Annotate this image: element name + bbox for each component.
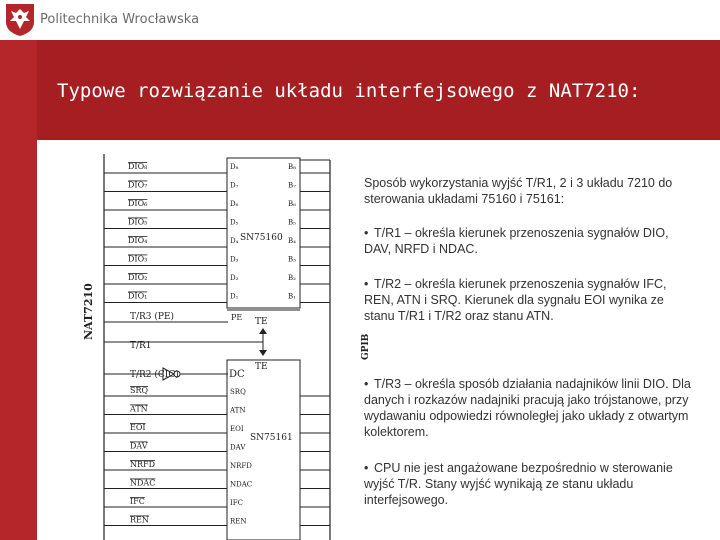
intro-text (364, 175, 694, 207)
bullet-symbol: • (364, 461, 369, 475)
ic1-b-pin: B₇ (288, 181, 296, 190)
bullet-symbol: • (364, 226, 369, 240)
signal-label: SRQ (130, 386, 149, 395)
ic1-d-pin: D₇ (230, 181, 239, 190)
bullet-symbol: • (364, 277, 369, 291)
ic1-name: SN75160 (240, 233, 283, 243)
ic2-pin: SRQ (230, 388, 246, 396)
bullet-symbol: • (364, 377, 369, 391)
signal-label: DAV (130, 441, 148, 451)
gpib-label: GPIB (361, 333, 371, 360)
tr1-label: T/R1 (130, 341, 152, 351)
ic1-b-pin: B₈ (288, 163, 296, 171)
dio-label: DIO₃ (128, 254, 148, 264)
ic2-pin: IFC (230, 499, 243, 507)
signal-label: ATN (130, 404, 148, 414)
university-name: Politechnika Wrocławska (40, 12, 200, 27)
tr2-label: T/R2 (CIC) (130, 370, 179, 380)
ic2-pin: NRFD (230, 462, 252, 470)
ic1-b-pin: B₄ (288, 237, 296, 245)
ic1-d-pin: D₂ (230, 274, 239, 282)
signal-label: EOI (130, 423, 146, 432)
ic2-pin: DAV (230, 443, 246, 452)
ic2-pin: REN (230, 517, 247, 526)
ic1-d-pin: D₅ (230, 218, 239, 227)
dc-label: DC (229, 369, 245, 380)
dio-label: DIO₁ (128, 291, 148, 301)
bullet-tr1 (364, 225, 694, 257)
ic1-b-pin: B₂ (288, 274, 296, 282)
dio-label: DIO₆ (128, 199, 148, 208)
ic1-d-pin: D₄ (230, 237, 239, 245)
signal-label: NRFD (130, 460, 155, 469)
ic1-b-pin: B₁ (288, 292, 296, 301)
dio-label: DIO₈ (128, 162, 148, 171)
ic1-te-label: TE (255, 317, 268, 327)
ic2-te-label: TE (255, 362, 268, 372)
signal-label: IFC (130, 497, 145, 506)
ic2-name: SN75161 (250, 433, 293, 443)
signal-label: REN (130, 515, 149, 525)
ic1-d-pin: D₆ (230, 200, 239, 208)
ic2-pin: EOI (230, 425, 244, 433)
bullet-text: T/R3 – określa sposób działania nadajników linii DIO. Dla danych i rozkazów nadajniki pracują jako trójstanowe, przy wydawaniu odpowiedzi równoległej jako układy z otwartym kolektorem. (364, 377, 691, 439)
ic2-pin: ATN (230, 406, 246, 415)
ic1-d-pin: D₃ (230, 255, 239, 264)
dio-label: DIO₄ (128, 236, 148, 245)
ic1-b-pin: B₆ (288, 200, 296, 208)
bullet-text: T/R1 – określa kierunek przenoszenia sygnałów DIO, DAV, NRFD i NDAC. (364, 226, 669, 256)
ic1-d-pin: D₈ (230, 163, 239, 171)
dio-label: DIO₇ (128, 180, 148, 190)
ic1-b-pin: B₃ (288, 255, 296, 264)
bullet-text: T/R2 – określa kierunek przenoszenia sygnałów IFC, REN, ATN i SRQ. Kierunek dla sygnału EOI wynika ze stanu T/R1 i T/R2 oraz stanu ATN. (364, 277, 667, 323)
tr3-label: T/R3 (PE) (130, 312, 175, 322)
intro-paragraph: Sposób wykorzystania wyjść T/R1, 2 i 3 układu 7210 do sterowania układami 75160 i 75161: (364, 176, 673, 206)
slide-title: Typowe rozwiązanie układu interfejsowego z NAT7210: (57, 80, 641, 102)
pe-label: PE (231, 313, 243, 322)
bullet-tr3 (364, 376, 694, 440)
ic1-d-pin: D₁ (230, 292, 239, 301)
dio-label: DIO₅ (128, 217, 148, 227)
ic1-b-pin: B₅ (288, 218, 296, 227)
bullet-tr2 (364, 276, 694, 324)
ic2-pin: NDAC (230, 480, 253, 489)
signal-label: NDAC (130, 478, 156, 488)
bullet-cpu (364, 460, 694, 508)
nat7210-label: NAT7210 (82, 283, 95, 340)
dio-label: DIO₂ (128, 273, 148, 282)
bullet-text: CPU nie jest angażowane bezpośrednio w sterowanie wyjść T/R. Stany wyjść wynikają ze stanu układu interfejsowego. (364, 461, 673, 507)
